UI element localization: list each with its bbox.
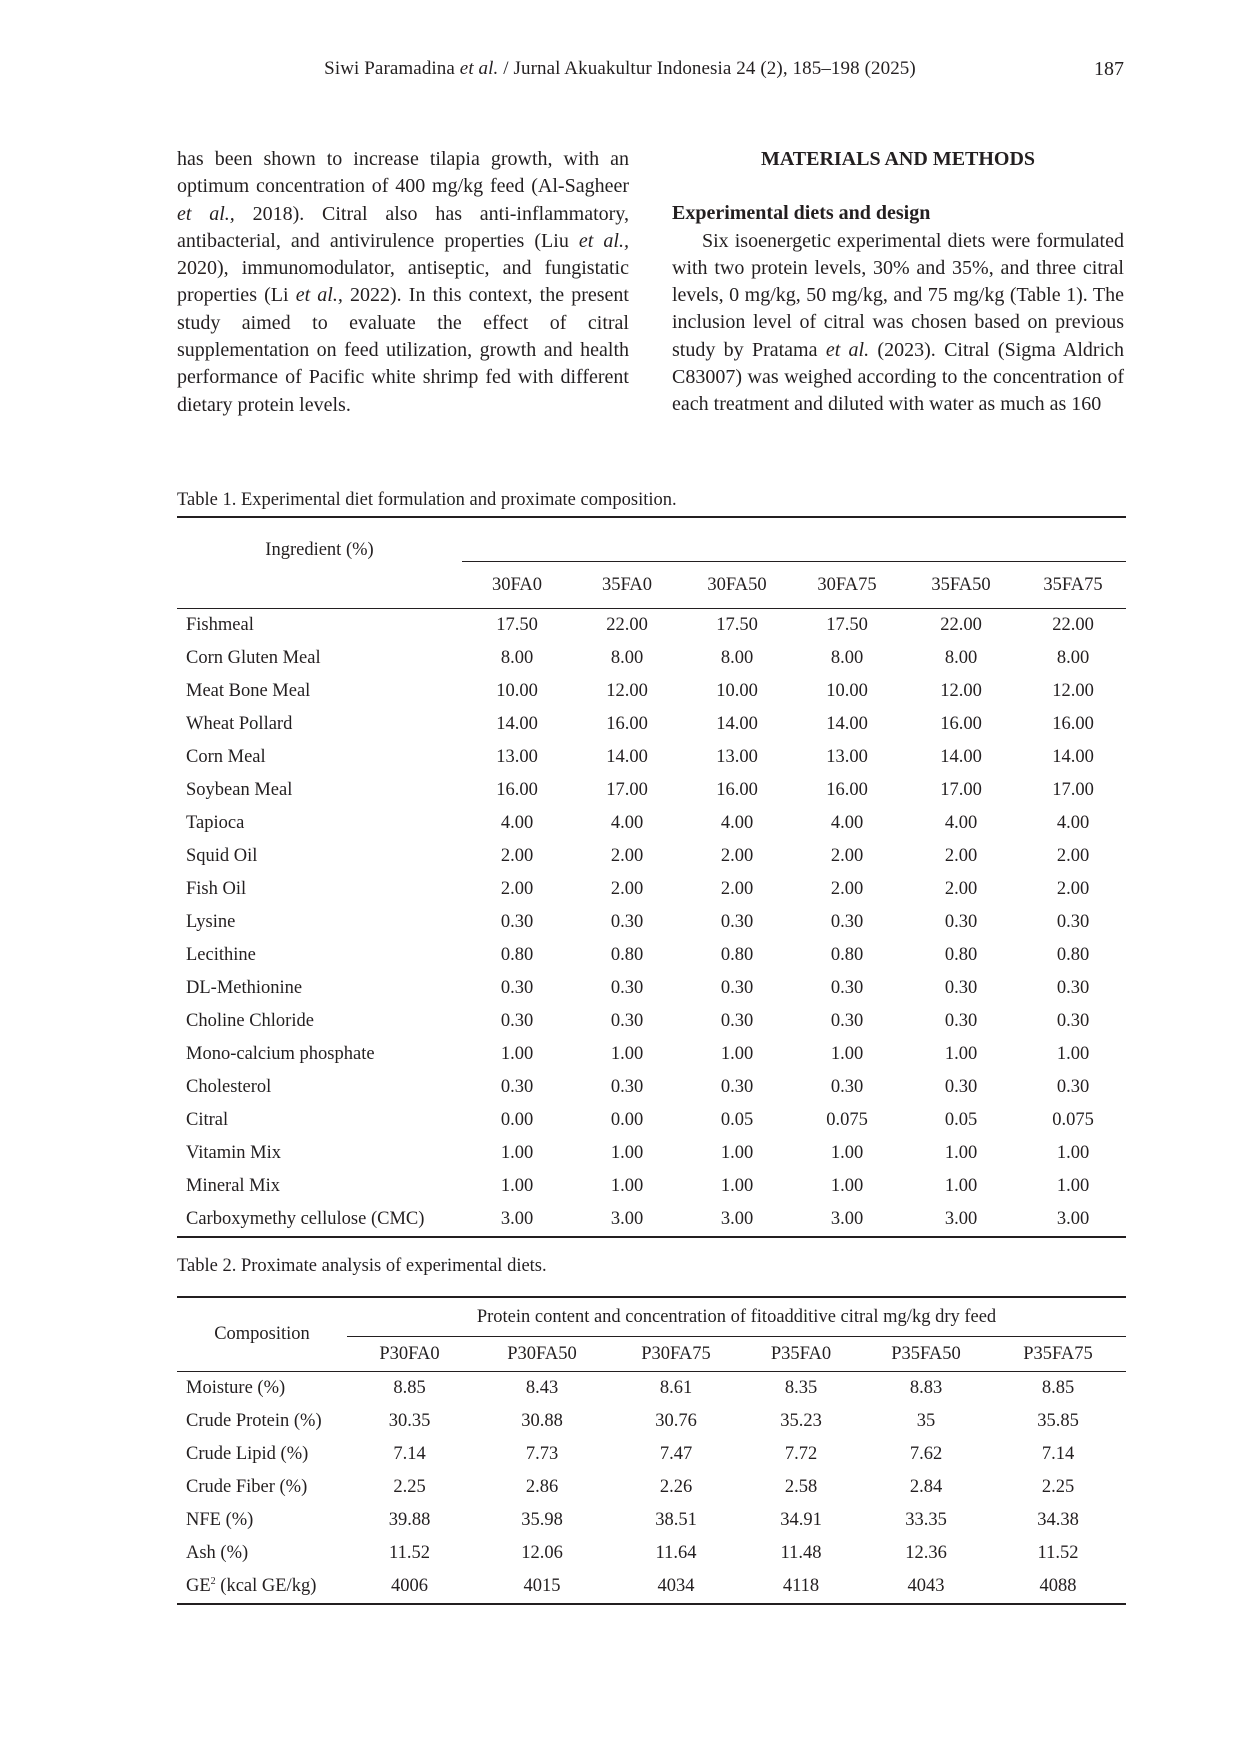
table-cell: 1.00: [944, 1044, 978, 1064]
table-cell: 2.00: [610, 879, 644, 899]
table-cell: 14.00: [826, 714, 868, 734]
row-label-text: Ash (%): [186, 1543, 249, 1563]
row-label: Corn Meal: [186, 747, 266, 767]
table-cell: 4118: [782, 1576, 820, 1596]
text-run: (2023). Citral (Sigma Aldrich C83007) was weighed according to the concentration of each treatment and diluted with water as much as 160: [672, 338, 1124, 416]
table-cell: 2.84: [909, 1477, 943, 1497]
table-cell: 8.85: [1041, 1378, 1075, 1398]
table1-col-header: 30FA50: [682, 562, 792, 609]
row-label: [177, 1405, 347, 1438]
table-row: [177, 1504, 1126, 1537]
left-column: [177, 146, 629, 419]
table-row: [177, 609, 1126, 643]
row-label: [177, 1504, 347, 1537]
table-cell: 17.00: [940, 780, 982, 800]
table-cell: 12.00: [940, 681, 982, 701]
table-cell: 8.00: [720, 648, 754, 668]
table-cell: 16.00: [1052, 714, 1094, 734]
text-run-italic: et al.,: [177, 202, 235, 225]
table-cell: 0.075: [1052, 1110, 1094, 1130]
row-label: Meat Bone Meal: [186, 681, 311, 701]
table-cell: 1.00: [720, 1044, 754, 1064]
table-cell: 0.30: [720, 978, 754, 998]
table-row: [177, 774, 1126, 807]
table-cell: 0.075: [826, 1110, 868, 1130]
table1-caption: Table 1. Experimental diet formulation and proximate composition.: [177, 490, 677, 510]
table-cell: 1.00: [720, 1143, 754, 1163]
table-cell: 7.14: [1041, 1444, 1075, 1464]
text-run-italic: et al.,: [295, 284, 343, 307]
table-cell: 22.00: [940, 615, 982, 635]
text-run: 2018). Citral also has anti-inflammatory, antibacterial, and antivirulence properties (Liu: [177, 202, 629, 252]
table-row: [177, 1071, 1126, 1104]
table-cell: 0.30: [500, 978, 534, 998]
table-row: [177, 741, 1126, 774]
subsection-title: Experimental diets and design: [672, 202, 931, 225]
table-cell: 8.83: [909, 1378, 943, 1398]
table-cell: 2.00: [944, 846, 978, 866]
table1: [177, 516, 1126, 1238]
table-cell: 8.35: [784, 1378, 818, 1398]
table-cell: 2.00: [720, 879, 754, 899]
table-row: [177, 1570, 1126, 1604]
table-row: [177, 807, 1126, 840]
table-cell: 14.00: [606, 747, 648, 767]
row-label: Mineral Mix: [186, 1176, 281, 1196]
row-label: Carboxymethy cellulose (CMC): [186, 1209, 425, 1229]
table-cell: 7.47: [659, 1444, 693, 1464]
table-cell: 2.25: [393, 1477, 426, 1497]
table-cell: 0.30: [500, 912, 534, 932]
table-cell: 8.85: [393, 1378, 426, 1398]
table-row: [177, 1104, 1126, 1137]
table-cell: 2.00: [1056, 879, 1090, 899]
row-label: Lecithine: [186, 945, 256, 965]
table1-col-header: 35FA50: [902, 562, 1020, 609]
table-cell: 4043: [907, 1576, 945, 1596]
table-cell: 8.00: [944, 648, 978, 668]
table-cell: 1.00: [610, 1176, 644, 1196]
table-cell: 16.00: [606, 714, 648, 734]
table-cell: 8.00: [500, 648, 534, 668]
table-cell: 4.00: [610, 813, 644, 833]
table-row: [177, 675, 1126, 708]
table-cell: 4034: [657, 1576, 695, 1596]
table-cell: 12.00: [1052, 681, 1094, 701]
table-cell: 30.35: [388, 1411, 431, 1431]
page-number: 187: [1094, 58, 1124, 80]
table-cell: 11.52: [389, 1543, 430, 1563]
table1-col-header: 30FA75: [792, 562, 902, 609]
row-label: Cholesterol: [186, 1077, 272, 1097]
table-cell: 16.00: [716, 780, 758, 800]
table-cell: 35: [916, 1411, 936, 1431]
table-cell: 0.30: [944, 912, 978, 932]
table-cell: 10.00: [716, 681, 758, 701]
table-cell: 16.00: [940, 714, 982, 734]
table-cell: 0.00: [500, 1110, 534, 1130]
row-label: DL-Methionine: [186, 978, 303, 998]
text-run: Six isoenergetic experimental diets were formulated with two protein levels, 30% and 35%, and three citral levels, 0 mg/kg, 50 mg/kg, and 75 mg/kg (Table 1). The inclusion level of citral was chosen based on previous study by Pratama: [672, 229, 1124, 361]
table-cell: 14.00: [940, 747, 982, 767]
table-cell: 0.30: [1056, 1077, 1090, 1097]
table-cell: 0.80: [610, 945, 644, 965]
text-run-italic: et al.: [825, 338, 870, 361]
table-cell: 0.30: [500, 1077, 534, 1097]
row-label: Mono-calcium phosphate: [186, 1044, 375, 1064]
table-cell: 8.43: [525, 1378, 559, 1398]
table-cell: 0.05: [944, 1110, 978, 1130]
table-cell: 4006: [391, 1576, 428, 1596]
table-row: [177, 1203, 1126, 1237]
table-cell: 38.51: [655, 1510, 697, 1530]
table-row: [177, 642, 1126, 675]
table2-col-header: P30FA75: [612, 1337, 740, 1372]
table-cell: 4.00: [1056, 813, 1090, 833]
table-cell: 16.00: [826, 780, 868, 800]
table-cell: 0.30: [830, 1077, 864, 1097]
table-cell: 0.30: [830, 1011, 864, 1031]
table-cell: 0.30: [610, 1011, 644, 1031]
table1-col-header: 30FA0: [462, 562, 572, 609]
table-row: [177, 906, 1126, 939]
table-row: [177, 708, 1126, 741]
table-cell: 0.30: [944, 978, 978, 998]
section-title: MATERIALS AND METHODS: [760, 148, 1036, 170]
table-cell: 2.00: [944, 879, 978, 899]
table-cell: 11.64: [655, 1543, 697, 1563]
table-cell: 0.30: [944, 1011, 978, 1031]
row-label-rest: (kcal GE/kg): [215, 1576, 317, 1596]
table-cell: 2.00: [500, 879, 534, 899]
table2-col-header: P35FA75: [990, 1337, 1126, 1372]
row-label-text: GE: [186, 1576, 211, 1596]
row-label: Corn Gluten Meal: [186, 648, 321, 668]
table-cell: 11.52: [1037, 1543, 1079, 1563]
table-cell: 1.00: [500, 1176, 534, 1196]
table-cell: 0.30: [610, 912, 644, 932]
table-cell: 1.00: [500, 1044, 534, 1064]
table-cell: 14.00: [1052, 747, 1094, 767]
table-cell: 0.30: [1056, 978, 1090, 998]
row-label: Fish Oil: [186, 879, 247, 899]
table-cell: 12.00: [606, 681, 648, 701]
table-cell: 1.00: [500, 1143, 534, 1163]
table-cell: 2.00: [720, 846, 754, 866]
right-paragraph: [672, 228, 1124, 419]
running-head-etal: et al.: [459, 58, 499, 79]
table-cell: 0.30: [1056, 912, 1090, 932]
table-row: [177, 1137, 1126, 1170]
table-cell: 17.50: [496, 615, 538, 635]
table-cell: 3.00: [944, 1209, 978, 1229]
table-cell: 2.58: [784, 1477, 818, 1497]
table-cell: 3.00: [610, 1209, 644, 1229]
table-cell: 2.00: [1056, 846, 1090, 866]
table-cell: 0.30: [720, 1011, 754, 1031]
table2-col-header: P30FA50: [472, 1337, 612, 1372]
table-cell: 0.00: [610, 1110, 644, 1130]
table1-col-header: 35FA0: [572, 562, 682, 609]
running-head-journal: / Jurnal Akuakultur Indonesia 24 (2), 185–198 (2025): [498, 58, 916, 79]
table-cell: 0.30: [944, 1077, 978, 1097]
table-cell: 4.00: [720, 813, 754, 833]
table-cell: 3.00: [830, 1209, 864, 1229]
table-cell: 8.00: [830, 648, 864, 668]
row-label: Choline Chloride: [186, 1011, 314, 1031]
table-cell: 1.00: [610, 1143, 644, 1163]
table-cell: 1.00: [1056, 1143, 1090, 1163]
text-run: has been shown to increase tilapia growth, with an optimum concentration of 400 mg/kg feed (Al-Sagheer: [177, 148, 629, 198]
table-row: [177, 1438, 1126, 1471]
table-cell: 4.00: [944, 813, 978, 833]
table2-col-header: P35FA0: [740, 1337, 862, 1372]
row-label: [177, 1372, 347, 1406]
table-cell: 0.30: [830, 978, 864, 998]
table-cell: 30.76: [655, 1411, 697, 1431]
text-run-italic: et al.,: [578, 229, 629, 252]
row-label: [177, 1537, 347, 1570]
table-cell: 14.00: [496, 714, 538, 734]
table-cell: 33.35: [905, 1510, 947, 1530]
row-label-text: NFE (%): [186, 1510, 254, 1530]
table-cell: 1.00: [830, 1143, 864, 1163]
row-label: Vitamin Mix: [186, 1143, 281, 1163]
table-cell: 8.00: [1056, 648, 1090, 668]
text-run: 2020), immunomodulator, antiseptic, and fungistatic properties (Li: [177, 257, 629, 307]
table-cell: 34.38: [1037, 1510, 1079, 1530]
table-cell: 10.00: [496, 681, 538, 701]
table-cell: 34.91: [780, 1510, 822, 1530]
table-cell: 2.00: [830, 846, 864, 866]
table-row: [177, 1170, 1126, 1203]
table-cell: 35.85: [1037, 1411, 1079, 1431]
table-cell: 0.80: [944, 945, 978, 965]
table-cell: 0.80: [1056, 945, 1090, 965]
table-cell: 1.00: [1056, 1044, 1090, 1064]
table-cell: 3.00: [1056, 1209, 1090, 1229]
table-cell: 1.00: [1056, 1176, 1090, 1196]
table-cell: 12.06: [521, 1543, 563, 1563]
table-cell: 0.30: [720, 912, 754, 932]
row-label-text: Crude Fiber (%): [186, 1477, 308, 1497]
table-cell: 1.00: [944, 1143, 978, 1163]
table-cell: 16.00: [496, 780, 538, 800]
table-cell: 0.30: [610, 1077, 644, 1097]
table-row: [177, 1038, 1126, 1071]
row-label: [177, 1471, 347, 1504]
row-label: Lysine: [186, 912, 236, 932]
table-cell: 7.62: [909, 1444, 943, 1464]
row-label-text: Crude Protein (%): [186, 1411, 322, 1431]
table1-header-spacer: [462, 517, 1126, 562]
table-cell: 17.50: [826, 615, 868, 635]
table-row: [177, 1405, 1126, 1438]
table2: [177, 1296, 1126, 1605]
table-cell: 1.00: [720, 1176, 754, 1196]
table1-body: [177, 609, 1126, 1238]
table-cell: 12.36: [905, 1543, 947, 1563]
table-cell: 13.00: [716, 747, 758, 767]
table-cell: 22.00: [1052, 615, 1094, 635]
table-cell: 2.86: [525, 1477, 559, 1497]
running-head: [0, 58, 1240, 80]
table-cell: 0.30: [1056, 1011, 1090, 1031]
table-cell: 13.00: [496, 747, 538, 767]
table1-col-header: 35FA75: [1020, 562, 1126, 609]
table-cell: 0.80: [830, 945, 864, 965]
table1-header-ingredient: Ingredient (%): [177, 517, 462, 609]
table-row: [177, 939, 1126, 972]
table-cell: 1.00: [610, 1044, 644, 1064]
table-cell: 0.30: [610, 978, 644, 998]
table-cell: 0.80: [720, 945, 754, 965]
row-label: Fishmeal: [186, 615, 254, 635]
table2-body: [177, 1372, 1126, 1605]
row-label: Wheat Pollard: [186, 714, 293, 734]
table-cell: 2.00: [610, 846, 644, 866]
table-cell: 4015: [523, 1576, 561, 1596]
table-cell: 7.73: [525, 1444, 559, 1464]
table-cell: 4.00: [830, 813, 864, 833]
table-cell: 17.50: [716, 615, 758, 635]
row-label: Tapioca: [186, 813, 245, 833]
table-row: [177, 1471, 1126, 1504]
table-cell: 35.98: [521, 1510, 563, 1530]
table-row: [177, 1537, 1126, 1570]
table-cell: 39.88: [388, 1510, 431, 1530]
table-cell: 17.00: [1052, 780, 1094, 800]
table-cell: 2.26: [659, 1477, 693, 1497]
table-cell: 2.25: [1041, 1477, 1075, 1497]
left-paragraph: [177, 146, 629, 419]
table-row: [177, 972, 1126, 1005]
table-cell: 3.00: [500, 1209, 534, 1229]
table-cell: 35.23: [780, 1411, 822, 1431]
running-head-author: Siwi Paramadina: [324, 58, 460, 79]
table2-caption: Table 2. Proximate analysis of experimental diets.: [177, 1256, 547, 1276]
row-label: [177, 1570, 347, 1604]
table-cell: 10.00: [826, 681, 868, 701]
table-cell: 8.61: [659, 1378, 693, 1398]
table-cell: 0.80: [500, 945, 534, 965]
row-label-text: Moisture (%): [186, 1378, 286, 1398]
table-row: [177, 1372, 1126, 1406]
table-cell: 0.30: [830, 912, 864, 932]
table-cell: 7.72: [784, 1444, 818, 1464]
table2-col-header: P35FA50: [862, 1337, 990, 1372]
table-cell: 1.00: [944, 1176, 978, 1196]
table-cell: 0.30: [720, 1077, 754, 1097]
table2-group-header: Protein content and concentration of fitoadditive citral mg/kg dry feed: [347, 1297, 1126, 1337]
table-cell: 2.00: [500, 846, 534, 866]
table-cell: 7.14: [393, 1444, 426, 1464]
row-label: Citral: [186, 1110, 229, 1130]
table-cell: 22.00: [606, 615, 648, 635]
table-cell: 30.88: [521, 1411, 563, 1431]
table-cell: 0.30: [500, 1011, 534, 1031]
table-cell: 13.00: [826, 747, 868, 767]
table-cell: 11.48: [780, 1543, 822, 1563]
row-label: Squid Oil: [186, 846, 258, 866]
table2-header-composition: Composition: [177, 1297, 347, 1372]
table-cell: 17.00: [606, 780, 648, 800]
table-cell: 0.05: [720, 1110, 754, 1130]
row-label: Soybean Meal: [186, 780, 293, 800]
table-cell: 1.00: [830, 1044, 864, 1064]
table-cell: 14.00: [716, 714, 758, 734]
table-row: [177, 1005, 1126, 1038]
right-column: [672, 146, 1124, 419]
table-cell: 4088: [1039, 1576, 1077, 1596]
table-cell: 1.00: [830, 1176, 864, 1196]
table-row: [177, 840, 1126, 873]
text-run: 2022). In this context, the present study aimed to evaluate the effect of citral supplementation on feed utilization, growth and health performance of Pacific white shrimp fed with different dietary protein levels.: [177, 284, 629, 416]
table-cell: 2.00: [830, 879, 864, 899]
row-label-text: Crude Lipid (%): [186, 1444, 309, 1464]
table2-col-header: P30FA0: [347, 1337, 472, 1372]
table-row: [177, 873, 1126, 906]
row-label: [177, 1438, 347, 1471]
table-cell: 4.00: [500, 813, 534, 833]
table-cell: 3.00: [720, 1209, 754, 1229]
superscript: 2: [210, 1575, 216, 1587]
table-cell: 8.00: [610, 648, 644, 668]
